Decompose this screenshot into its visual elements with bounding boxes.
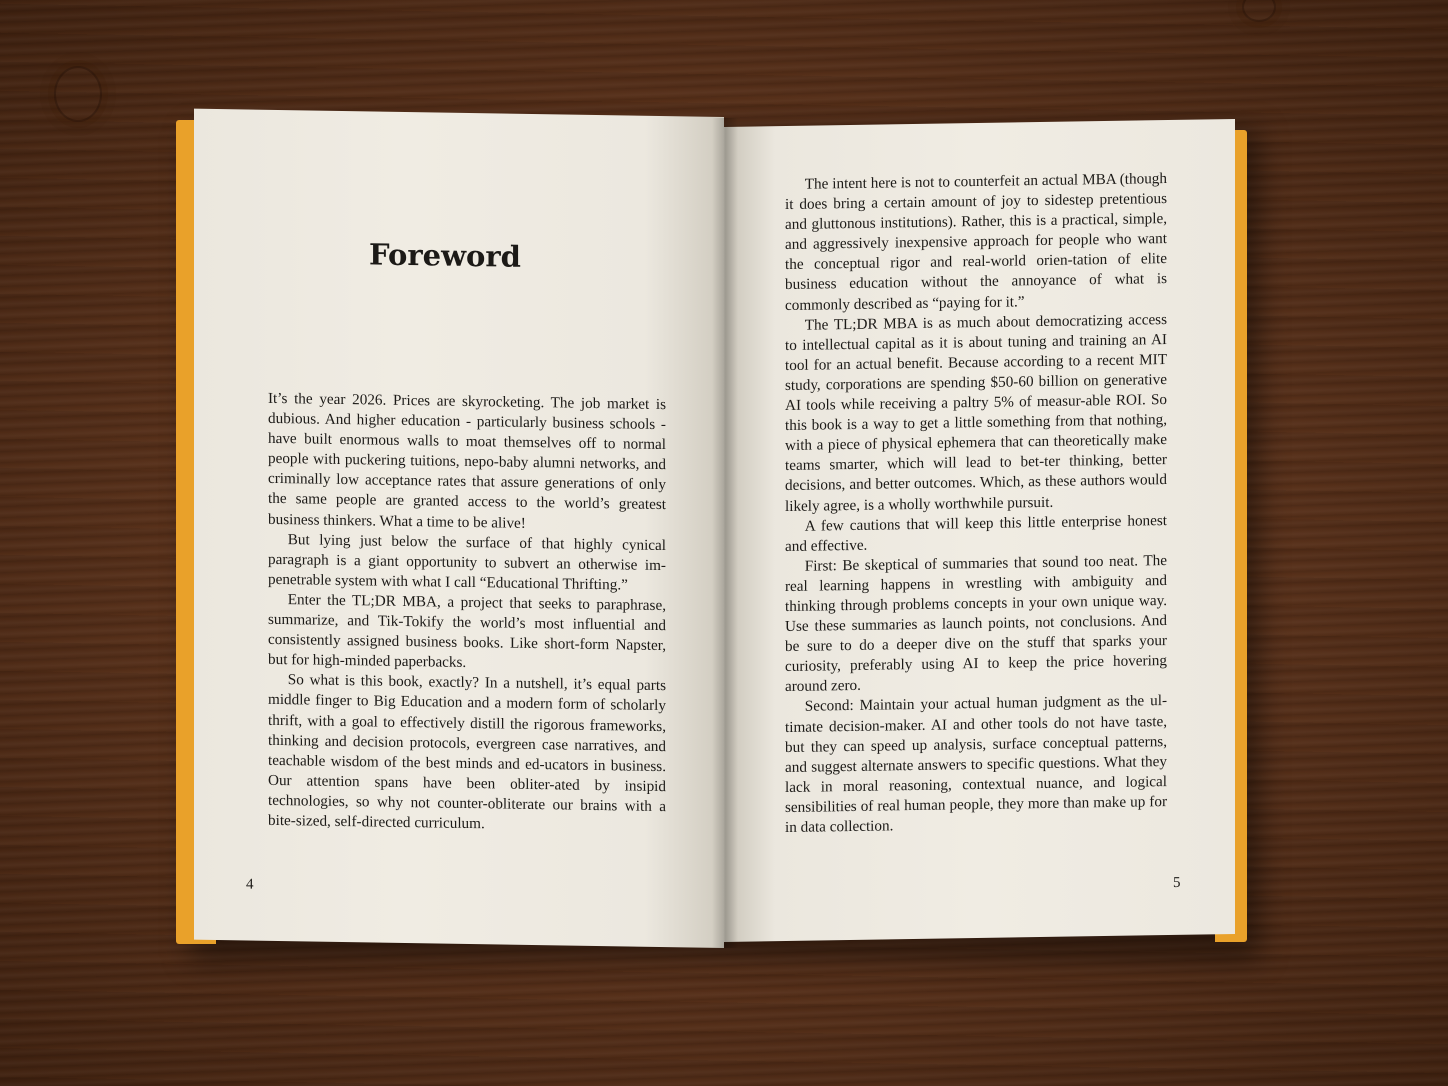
right-page [724,119,1235,942]
paragraph: A few cautions that will keep this little enterprise honest and effective. [785,511,1167,555]
paragraph: The intent here is not to counterfeit an actual MBA (though it does bring a certain amount of joy to sidestep pretentious and gluttonous institutions). Rather, this is a practical, simple, and aggressively inexpensive approach for people who want the conceptual rigor and real-world orien-tation of elite business education without the annoyance of what is commonly described as “paying for it.” [785,170,1167,314]
page-number: 4 [246,876,254,893]
paragraph: The TL;DR MBA is as much about democratizing access to intellectual capital as it is about tuning and training an AI tool for an actual benefit. Because according to a recent MIT study, corporations are spending $50-60 billion on generative AI tools while receiving a paltry 5% of measur-able ROI. So this book is a way to get a little something from that nothing, with a piece of physical ephemera that can theoretically make teams smarter, which will lead to bet-ter thinking, better decisions, and better outcomes. Which, as these authors would likely agree, is a wholly worthwhile pursuit. [785,310,1167,515]
book-gutter [712,118,738,948]
right-page-body [785,169,1167,838]
page-number: 5 [1173,874,1181,891]
paragraph: Second: Maintain your actual human judgment as the ul-timate decision-maker. AI and other tools do not have taste, but they can speed up analysis, surface conceptual patterns, and suggest alternate answers to specific questions. What they lack in moral reasoning, contextual nuance, and logical sensibilities of real human people, they more than make up for in data collection. [785,692,1167,837]
left-page-body [268,389,666,837]
page-title: Foreword [369,237,521,274]
wood-knot [1242,0,1276,22]
paragraph: Enter the TL;DR MBA, a project that seeks to paraphrase, summarize, and Tik-Tokify the world’s most influential and consistently assigned business books. Like short-form Napster, but for high-minded paperbacks. [268,591,666,672]
left-page [194,109,724,948]
paragraph: So what is this book, exactly? In a nutshell, it’s equal parts middle finger to Big Education and a modern form of scholarly thrift, with a goal to effectively distill the rigorous frameworks, thinking and decision protocols, evergreen case narratives, and teachable wisdom of the best minds and ed-ucators in business. Our attention spans have been obliter-ated by insipid technologies, so why not counter-obliterate our brains with a bite-sized, self-directed curriculum. [268,671,666,833]
paragraph: But lying just below the surface of that highly cynical paragraph is a giant opportunity to subvert an otherwise im-penetrable system with what I call “Educational Thrifting.” [268,530,666,594]
wood-knot [54,66,102,122]
paragraph: It’s the year 2026. Prices are skyrocketing. The job market is dubious. And higher education - particularly business schools - have built enormous walls to moat themselves off to normal people with puckering tuitions, nepo-baby alumni networks, and criminally low acceptance rates that assure generations of only the same people are granted access to the world’s greatest business thinkers. What a time to be alive! [268,389,666,532]
paragraph: First: Be skeptical of summaries that sound too neat. The real learning happens in wrestling with ambiguity and thinking through problems concepts in your own unique way. Use these summaries as launch points, not conclusions. And be sure to do a deeper dive on the stuff that sparks your curiosity, preferably using AI to keep the price hovering around zero. [785,551,1167,696]
